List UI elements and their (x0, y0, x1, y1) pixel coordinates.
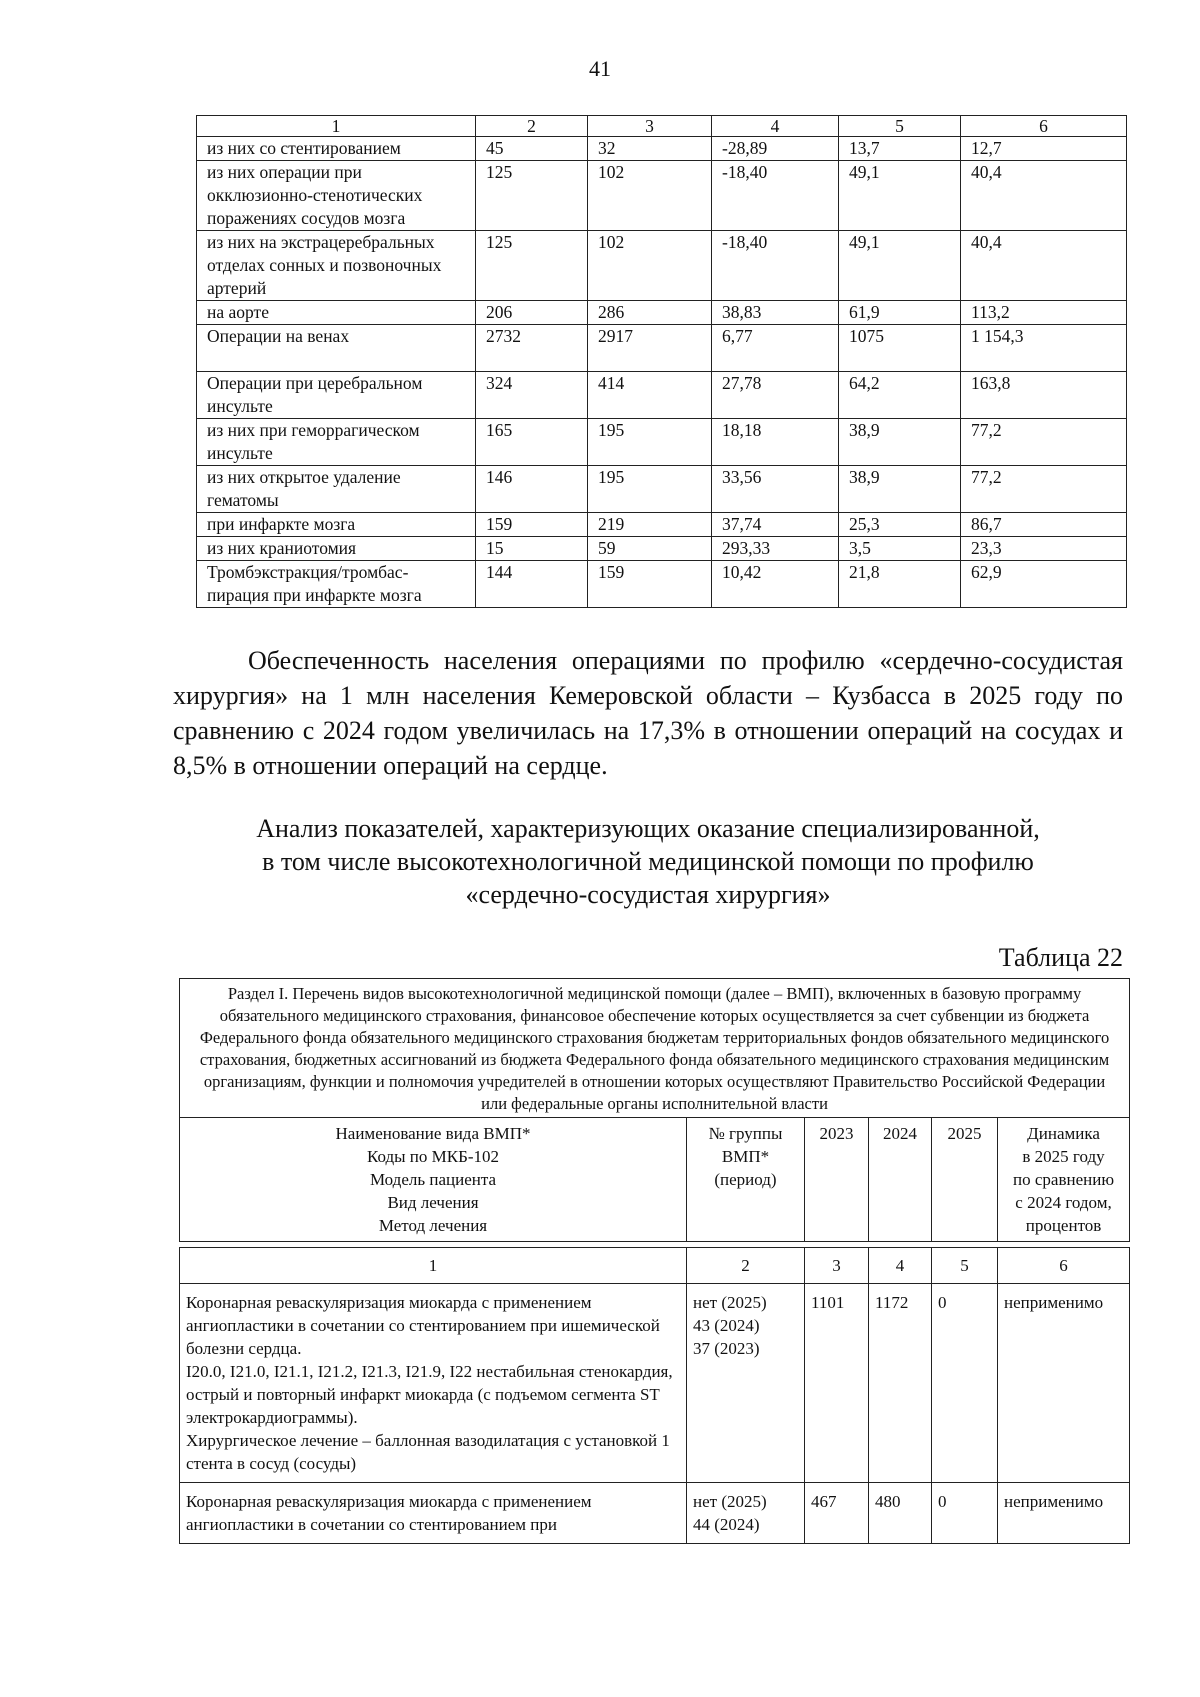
column-number-row (180, 1248, 1130, 1284)
table-row (197, 561, 1127, 608)
value-cell: 38,83 (712, 301, 839, 325)
page-number: 41 (589, 56, 611, 81)
value-cell: 38,9 (839, 419, 961, 466)
column-number: 4 (869, 1248, 932, 1284)
value-cell: 414 (588, 372, 712, 419)
vascular-surgery-table-body (197, 116, 1127, 608)
column-number: 1 (197, 116, 476, 137)
column-number: 2 (687, 1248, 805, 1284)
value-cell: 113,2 (961, 301, 1127, 325)
table-row (197, 419, 1127, 466)
table-row (197, 537, 1127, 561)
group-number: нет (2025) 43 (2024) 37 (2023) (687, 1284, 805, 1483)
value-cell: 165 (476, 419, 588, 466)
value-cell: 40,4 (961, 231, 1127, 301)
value-cell: 59 (588, 537, 712, 561)
value-cell: 10,42 (712, 561, 839, 608)
column-number: 3 (805, 1248, 869, 1284)
value-cell: 102 (588, 231, 712, 301)
header-2023: 2023 (805, 1118, 869, 1242)
value-cell: 102 (588, 161, 712, 231)
value-cell: 6,77 (712, 325, 839, 372)
table-row (197, 372, 1127, 419)
value-cell: 33,56 (712, 466, 839, 513)
header-group: № группы ВМП* (период) (687, 1118, 805, 1242)
value-cell: 1 154,3 (961, 325, 1127, 372)
value-cell: 27,78 (712, 372, 839, 419)
value-cell: 286 (588, 301, 712, 325)
value-2024: 480 (869, 1483, 932, 1544)
value-cell: 64,2 (839, 372, 961, 419)
value-cell: 37,74 (712, 513, 839, 537)
section-title: Раздел I. Перечень видов высокотехнологичной медицинской помощи (далее – ВМП), включенных в базовую программу обязательного медицинского страхования, финансовое обеспечение которых осуществляется за счет субвенции из бюджета Федерального фонда обязательного медицинского страхования бюджетам территориальных фондов обязательного медицинского страхования, бюджетных ассигнований из бюджета Федерального фонда обязательного медицинского страхования медицинским организациям, функции и полномочия учредителей в отношении которых осуществляют Правительство Российской Федерации или федеральные органы исполнительной власти (180, 979, 1130, 1118)
row-label: Операции при церебральном инсульте (197, 372, 476, 419)
row-label: из них краниотомия (197, 537, 476, 561)
column-number: 1 (180, 1248, 687, 1284)
heading-line: Анализ показателей, характеризующих оказание специализированной, (256, 814, 1040, 843)
value-cell: 144 (476, 561, 588, 608)
coverage-paragraph: Обеспеченность населения операциями по профилю «сердечно-сосудистая хирургия» на 1 млн населения Кемеровской области – Кузбасса в 2025 году по сравнению с 2024 годом увеличилась на 17,3% в отношении операций на сосудах и 8,5% в отношении операций на сердце. (173, 646, 1123, 780)
vascular-surgery-table (196, 115, 1127, 608)
value-cell: 77,2 (961, 466, 1127, 513)
value-cell: 15 (476, 537, 588, 561)
value-cell: 40,4 (961, 161, 1127, 231)
value-cell: 1075 (839, 325, 961, 372)
value-cell: 38,9 (839, 466, 961, 513)
value-2025: 0 (932, 1284, 998, 1483)
dynamics-value: неприменимо (998, 1483, 1130, 1544)
value-cell: 25,3 (839, 513, 961, 537)
row-label: на аорте (197, 301, 476, 325)
column-number: 4 (712, 116, 839, 137)
value-cell: 324 (476, 372, 588, 419)
table-caption: Таблица 22 (998, 943, 1123, 972)
hitech-care-table-body (180, 979, 1130, 1544)
column-number: 6 (998, 1248, 1130, 1284)
value-cell: 45 (476, 137, 588, 161)
section-title-row (180, 979, 1130, 1118)
value-cell: 159 (588, 561, 712, 608)
value-cell: 61,9 (839, 301, 961, 325)
heading-line: «сердечно-сосудистая хирургия» (465, 880, 831, 909)
column-number: 5 (839, 116, 961, 137)
row-label: из них операции при окклюзионно-стенотических поражениях сосудов мозга (197, 161, 476, 231)
header-2025: 2025 (932, 1118, 998, 1242)
value-cell: 206 (476, 301, 588, 325)
header-2024: 2024 (869, 1118, 932, 1242)
value-cell: 195 (588, 466, 712, 513)
value-cell: 13,7 (839, 137, 961, 161)
value-cell: 49,1 (839, 161, 961, 231)
table-row (197, 161, 1127, 231)
table-row (197, 466, 1127, 513)
value-cell: 86,7 (961, 513, 1127, 537)
column-number: 6 (961, 116, 1127, 137)
value-2023: 1101 (805, 1284, 869, 1483)
row-label: из них со стентированием (197, 137, 476, 161)
value-cell: 12,7 (961, 137, 1127, 161)
table-row (197, 231, 1127, 301)
value-2025: 0 (932, 1483, 998, 1544)
heading-line: в том числе высокотехнологичной медицинской помощи по профилю (262, 847, 1034, 876)
table-header-row (197, 116, 1127, 137)
value-cell: -28,89 (712, 137, 839, 161)
value-cell: 23,3 (961, 537, 1127, 561)
value-cell: 195 (588, 419, 712, 466)
value-cell: -18,40 (712, 231, 839, 301)
row-label: из них открытое удаление гематомы (197, 466, 476, 513)
header-name: Наименование вида ВМП* Коды по МКБ-102 Модель пациента Вид лечения Метод лечения (180, 1118, 687, 1242)
row-label: из них на экстрацеребральных отделах сонных и позвоночных артерий (197, 231, 476, 301)
value-cell: 293,33 (712, 537, 839, 561)
table-row (180, 1284, 1130, 1483)
row-label: Тромбэкстракция/тромбас-пирация при инфаркте мозга (197, 561, 476, 608)
value-2024: 1172 (869, 1284, 932, 1483)
value-cell: 2917 (588, 325, 712, 372)
value-cell: 2732 (476, 325, 588, 372)
header-dynamics: Динамика в 2025 году по сравнению с 2024 годом, процентов (998, 1118, 1130, 1242)
group-number: нет (2025) 44 (2024) (687, 1483, 805, 1544)
value-cell: 62,9 (961, 561, 1127, 608)
column-number: 3 (588, 116, 712, 137)
row-label: Операции на венах (197, 325, 476, 372)
value-cell: 125 (476, 231, 588, 301)
column-number: 2 (476, 116, 588, 137)
value-cell: 146 (476, 466, 588, 513)
table-row (197, 325, 1127, 372)
value-cell: 32 (588, 137, 712, 161)
value-cell: 163,8 (961, 372, 1127, 419)
value-cell: 77,2 (961, 419, 1127, 466)
table-row (197, 137, 1127, 161)
value-cell: 159 (476, 513, 588, 537)
column-number: 5 (932, 1248, 998, 1284)
hitech-care-table (179, 978, 1130, 1544)
dynamics-value: неприменимо (998, 1284, 1130, 1483)
care-type-name: Коронарная реваскуляризация миокарда с применением ангиопластики в сочетании со стентированием при ишемической болезни сердца. I20.0, I21.0, I21.1, I21.2, I21.3, I21.9, I22 нестабильная стенокардия, острый и повторный инфаркт миокарда (с подъемом сегмента ST электрокардиограммы). Хирургическое лечение – баллонная вазодилатация с установкой 1 стента в сосуд (сосуды) (180, 1284, 687, 1483)
table-row (197, 301, 1127, 325)
row-label: из них при геморрагическом инсульте (197, 419, 476, 466)
value-2023: 467 (805, 1483, 869, 1544)
row-label: при инфаркте мозга (197, 513, 476, 537)
value-cell: 219 (588, 513, 712, 537)
value-cell: 3,5 (839, 537, 961, 561)
table-row (180, 1483, 1130, 1544)
value-cell: 21,8 (839, 561, 961, 608)
value-cell: 125 (476, 161, 588, 231)
table-row (197, 513, 1127, 537)
value-cell: 18,18 (712, 419, 839, 466)
value-cell: 49,1 (839, 231, 961, 301)
care-type-name: Коронарная реваскуляризация миокарда с применением ангиопластики в сочетании со стентированием при (180, 1483, 687, 1544)
section-heading (173, 812, 1123, 911)
column-header-row (180, 1118, 1130, 1242)
value-cell: -18,40 (712, 161, 839, 231)
